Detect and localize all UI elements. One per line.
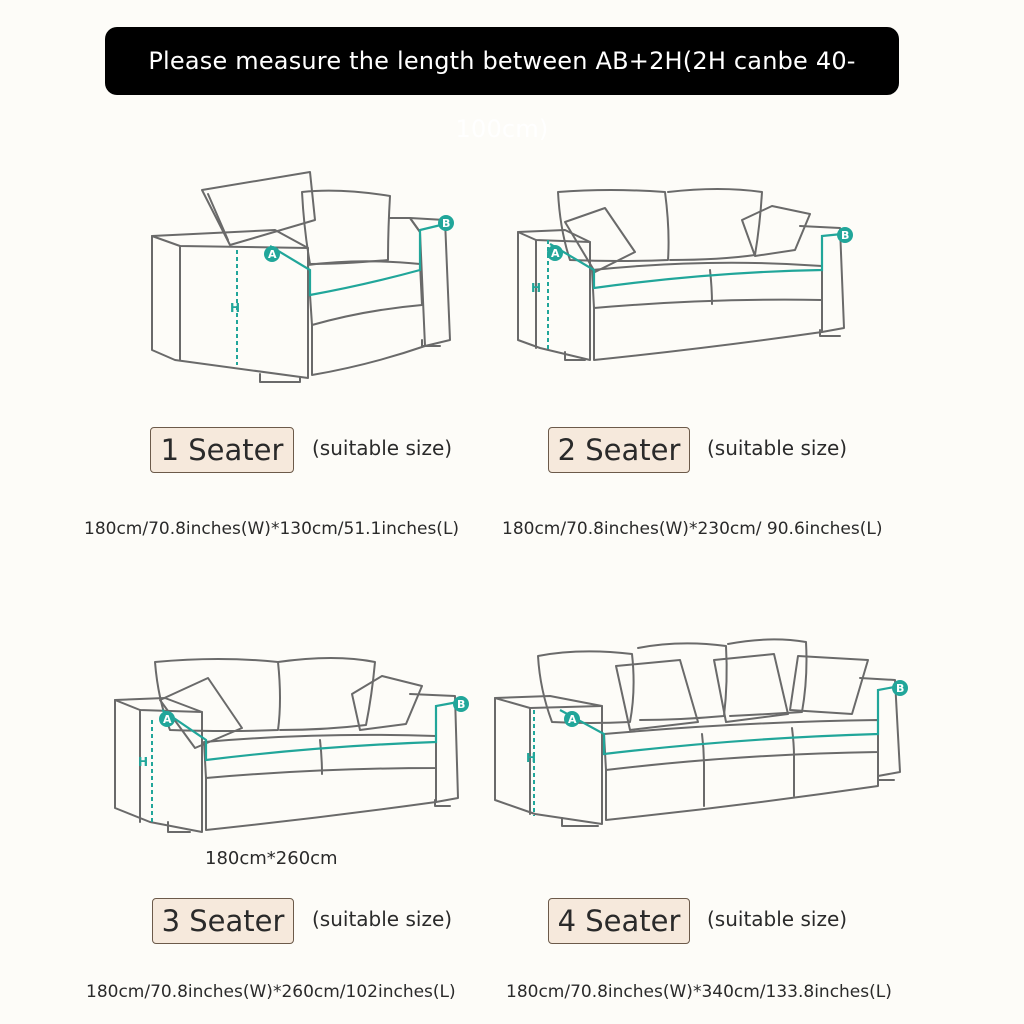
one-seater-suitable-size: (suitable size) xyxy=(312,436,453,460)
svg-text:H: H xyxy=(531,281,542,295)
svg-text:A: A xyxy=(568,713,577,726)
svg-text:B: B xyxy=(896,682,905,695)
svg-text:A: A xyxy=(163,713,172,726)
three-seater-dimensions: 180cm/70.8inches(W)*260cm/102inches(L) xyxy=(86,982,456,1002)
one-seater-label: 1 Seater xyxy=(150,427,294,473)
four-seater-label: 4 Seater xyxy=(548,898,690,944)
svg-text:H: H xyxy=(138,755,149,769)
two-seater-illustration xyxy=(510,180,860,370)
svg-text:H: H xyxy=(526,751,537,765)
four-seater-illustration xyxy=(490,630,910,830)
two-seater-suitable-size: (suitable size) xyxy=(707,436,848,460)
three-seater-suitable-size: (suitable size) xyxy=(312,907,453,931)
three-seater-label: 3 Seater xyxy=(152,898,294,944)
svg-text:H: H xyxy=(230,301,241,315)
three-seater-size-note: 180cm*260cm xyxy=(205,848,338,869)
svg-text:B: B xyxy=(457,698,466,711)
four-seater-suitable-size: (suitable size) xyxy=(707,907,848,931)
two-seater-label: 2 Seater xyxy=(548,427,690,473)
one-seater-illustration xyxy=(140,160,470,390)
svg-text:B: B xyxy=(841,229,850,242)
measure-instruction-banner: Please measure the length between AB+2H(2H canbe 40-100cm) xyxy=(105,27,899,95)
one-seater-dimensions: 180cm/70.8inches(W)*130cm/51.1inches(L) xyxy=(84,519,460,539)
three-seater-illustration xyxy=(110,650,470,840)
four-seater-dimensions: 180cm/70.8inches(W)*340cm/133.8inches(L) xyxy=(506,982,892,1002)
svg-text:A: A xyxy=(268,248,277,261)
svg-text:B: B xyxy=(442,217,451,230)
two-seater-dimensions: 180cm/70.8inches(W)*230cm/ 90.6inches(L) xyxy=(502,519,883,539)
svg-text:A: A xyxy=(551,247,560,260)
